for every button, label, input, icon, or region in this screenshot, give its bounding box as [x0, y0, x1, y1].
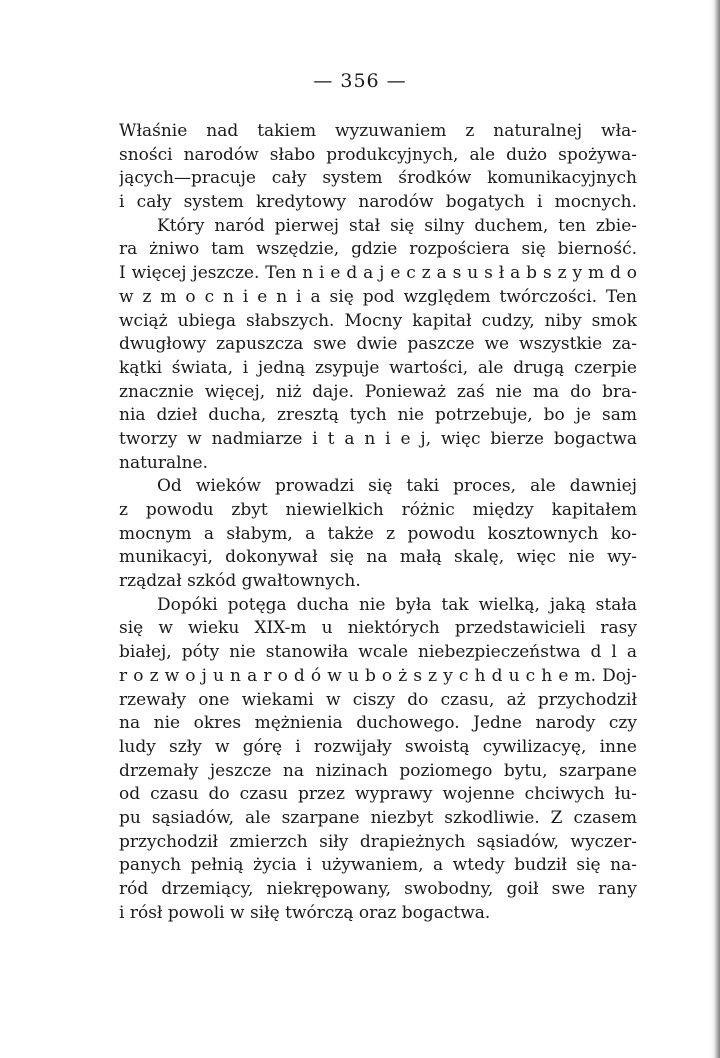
text-line: ra żniwo tam wszędzie, gdzie rozpościera się bierność.: [119, 239, 637, 260]
paragraph-last-line: i rósł powoli w siłę twórczą oraz bogactwa.: [119, 902, 491, 923]
text-line: znacznie więcej, niż daje. Ponieważ zaś nie ma do bra-: [119, 381, 637, 402]
text-line: wciąż ubiega słabszych. Mocny kapitał cudzy, niby smok: [119, 310, 637, 331]
text-line: pu sąsiadów, ale szarpane niezbyt szkodliwie. Z czasem: [119, 807, 637, 828]
text-line: białej, póty nie stanowiła wcale niebezpieczeństwa d l a: [119, 642, 637, 663]
text-line: drzemały jeszcze na nizinach poziomego bytu, szarpane: [119, 760, 637, 781]
text-line: z powodu zbyt niewielkich różnic między kapitałem: [119, 500, 637, 520]
text-line: r o z w o j u n a r o d ó w u b o ż s z y c h d u c h e m. Doj-: [119, 665, 637, 686]
paragraph-last-line: rządzał szkód gwałtownych.: [119, 571, 361, 592]
text-line: na nie okres mężnienia duchowego. Jedne narody czy: [119, 713, 637, 734]
text-line: rzewały one wiekami w ciszy do czasu, aż przychodził: [119, 689, 637, 710]
text-line: tworzy w nadmiarze i t a n i e j, więc bierze bogactwa: [119, 428, 637, 449]
text-line: od czasu do czasu przez wyprawy wojenne chciwych łu-: [119, 784, 637, 805]
text-line: dwugłowy zapuszcza swe dwie paszcze we wszystkie za-: [119, 334, 637, 355]
text-line: jących—pracuje cały system środków komunikacyjnych: [119, 168, 637, 189]
text-line: sności narodów słabo produkcyjnych, ale dużo spożywa-: [119, 144, 637, 165]
text-line: mocnym a słabym, a także z powodu kosztownych ko-: [119, 523, 637, 544]
text-line: w z m o c n i e n i a się pod względem twórczości. Ten: [119, 286, 637, 307]
text-line: panych pełnią życia i używaniem, a wtedy budził się na-: [119, 855, 637, 876]
scan-edge-shadow: [710, 0, 720, 1058]
text-line: przychodził zmierzch siły drapieżnych sąsiadów, wyczer-: [119, 831, 637, 852]
text-line: I więcej jeszcze. Ten n i e d a j e c z a s u s ł a b s z y m d o: [119, 263, 637, 284]
text-line: munikacyi, dokonywał się na małą skalę, więc nie wy-: [119, 547, 637, 568]
text-line: ludy szły w górę i rozwijały swoistą cywilizacyę, inne: [119, 736, 637, 757]
text-line: Właśnie nad takiem wyzuwaniem z naturalnej wła-: [119, 121, 637, 141]
paragraph-first-line: Który naród pierwej stał się silny duchem, ten zbie-: [157, 215, 637, 236]
body-text: [119, 120, 637, 925]
text-line: kątki świata, i jedną zsypuje wartości, ale drugą czerpie: [119, 357, 637, 378]
paragraph-first-line: Dopóki potęga ducha nie była tak wielką, jaką stała: [157, 594, 637, 615]
paragraph-last-line: naturalne.: [119, 452, 208, 473]
paragraph-first-line: Od wieków prowadzi się taki proces, ale dawniej: [157, 476, 637, 497]
text-line: się w wieku XIX-m u niektórych przedstawicieli rasy: [119, 618, 637, 639]
page-number: — 356 —: [313, 70, 407, 92]
text-line: ród drzemiący, niekrępowany, swobodny, goił swe rany: [119, 879, 637, 899]
text-line: nia dzieł ducha, zresztą tych nie potrzebuje, bo je sam: [119, 405, 637, 426]
text-line: i cały system kredytowy narodów bogatych i mocnych.: [119, 192, 637, 213]
